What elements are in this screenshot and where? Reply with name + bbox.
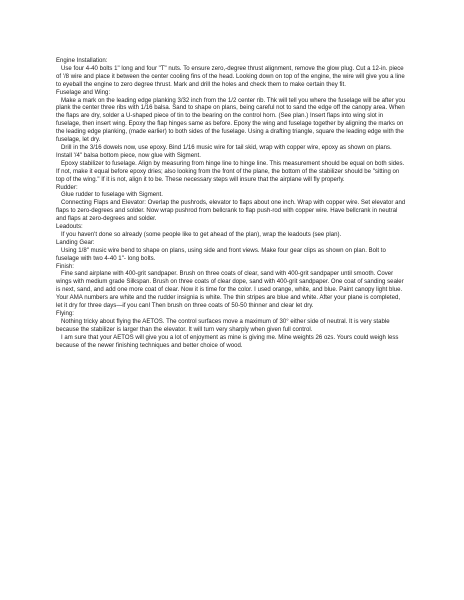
paragraph: Epoxy stabilizer to fuselage. Align by measuring from hinge line to hinge line. This measurement should be equal on both sides. If not, make it equal before epoxy dries; also looking from the front of the plane, the bottom of the stabilizer should be "sitting on top of the wing." If it is not, align it to be. These necessary steps will insure that the airplane will fly properly.: [56, 160, 405, 183]
paragraph: Make a mark on the leading edge planking 3/32 inch from the 1/2 center rib. Thk will tell you where the fuselage will be after you plank the center three ribs with 1/16 balsa. Sand to shape on plans, being careful not to sand the edge off the canopy area. When the flaps are dry, solder a U-shaped piece of tin to the bearing on the control horn. (See plan.) Insert flaps into wing slot in fuselage, then insert wing. Epoxy the flap hinges same as before. Epoxy the wing and fuselage together by aligning the marks on the leading edge planking, (made earlier) to both sides of the fuselage. Using a drafting triangle, square the leading edge with the fuselage, let dry.: [56, 97, 406, 144]
paragraph: Glue rudder to fuselage with Sigment.: [61, 192, 163, 199]
section-leadouts: [56, 224, 408, 240]
section-heading: Rudder:: [56, 184, 78, 191]
section-engine-installation: [56, 58, 408, 90]
section-fuselage-and-wing: [56, 90, 408, 185]
paragraph: If you haven't done so already (some people like to get ahead of the plan), wrap the leadouts (see plan).: [61, 231, 342, 238]
section-finish: [56, 264, 408, 311]
paragraph: Use four 4-40 bolts 1" long and four "T" nuts. To ensure zero,-degree thrust alignment, remove the glow plug. Cut a 12-in. piece of '/8 wire and place it between the center cooling fins of the head. Looking down on top of the engine, the wire will give you a line to eyeball the engine to zero degree thrust. Mark and drill the holes and check them to make certain they fit.: [56, 65, 405, 88]
paragraph: Fine sand airplane with 400-grit sandpaper. Brush on three coats of clear, sand with 400-grit sandpaper until smooth. Cover wings with medium grade Silkspan. Brush on three coats of clear dope, sand with 400-grit sandpaper. One coat of sanding sealer is next, sand, and add one more coat of clear. Now it is time for the color. I used orange, white, and blue. Paint canopy light blue. Your AMA numbers are white and the rudder insignia is white. The thin stripes are blue and white. After your plane is completed, let it dry for three days—if you canI Then brush on three coats of 50-50 thinner and clear let dry.: [56, 271, 404, 310]
paragraph: Connecting Flaps and Elevator: Overlap the pushrods, elevator to flaps about one inch. Wrap with copper wire. Set elevator and flaps to zero-degrees and solder. Now wrap pushrod from bellcrank to flap push-rod with copper wire. Have bellcrank in neutral and flaps at zero-degrees and solder.: [56, 200, 406, 223]
paragraph: Using 1/8" music wire bend to shape on plans, using side and front views. Make four gear clips as shown on plan. Bolt to fuselage with two 4-40 1"- long bolts.: [56, 247, 386, 262]
section-rudder: [56, 185, 408, 225]
document-page: [56, 58, 408, 351]
section-landing-gear: [56, 240, 408, 264]
section-heading: Fuselage and Wing:: [56, 89, 111, 96]
section-heading: Engine Installation:: [56, 58, 108, 64]
paragraph: I am sure that your AETOS will give you a lot of enjoyment as mine is giving me. Mine weights 26 ozs. Yours could weigh less because of the newer finishing techniques and better choice of wood.: [56, 334, 399, 349]
section-heading: Flying:: [56, 311, 74, 317]
section-flying: [56, 311, 408, 351]
paragraph: Nothing tricky about flying the AETOS. The control surfaces move a maximum of 30° either side of neutral. It is very stable because the stabilizer is larger than the elevator. It will turn very sharply when given full control.: [56, 318, 390, 333]
section-heading: Finish:: [56, 263, 74, 270]
paragraph: Drill in the 3/16 dowels now, use epoxy. Bind 1/16 music wire for tail skid, wrap with copper wire, epoxy as shown on plans. Install '/4" balsa bottom piece, now glue with Sigment.: [56, 144, 392, 159]
section-heading: Landing Gear:: [56, 239, 95, 246]
section-heading: Leadouts:: [56, 224, 83, 231]
